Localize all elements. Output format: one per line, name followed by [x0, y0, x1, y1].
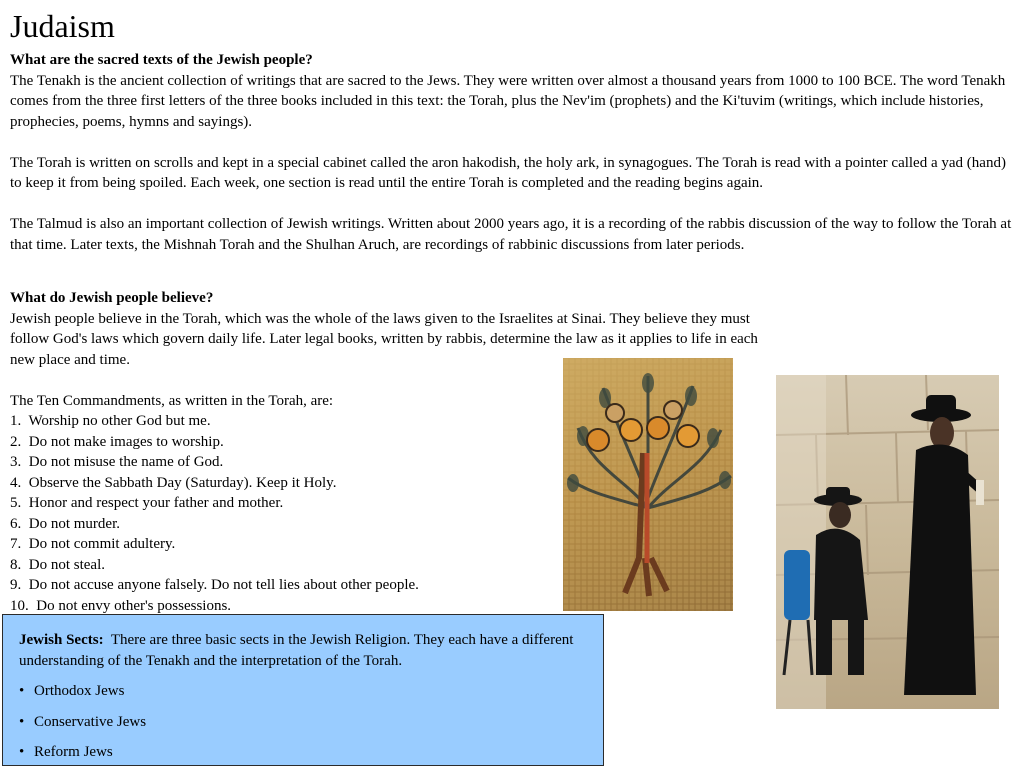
talmud-paragraph: The Talmud is also an important collection of Jewish writings. Written about 2000 years ago, it is a recording of the rabbis discussion of the way to follow the Torah at that time. Later texts, the Mishnah Torah and the Shulhan Aruch, are recordings of rabbinic discussions from later periods.: [10, 216, 1012, 253]
commandment-item: 7. Do not commit adultery.: [10, 536, 176, 552]
sects-text: There are three basic sects in the Jewish Religion. They each have a different understanding of the Tenakh and the interpretation of the Torah.: [19, 632, 574, 669]
commandments-intro: The Ten Commandments, as written in the Torah, are:: [10, 392, 334, 409]
sects-list: [19, 681, 593, 763]
beliefs-heading: What do Jewish people believe?: [10, 290, 214, 306]
commandment-item: 8. Do not steal.: [10, 556, 105, 573]
commandment-item: 2. Do not make images to worship.: [10, 433, 224, 450]
torah-paragraph: The Torah is written on scrolls and kept in a special cabinet called the aron hakodish, the holy ark, in synagogues. The Torah is read with a pointer called a yad (hand) to keep it from being spoiled. Each week, one section is read until the entire Torah is completed and the reading begins again.: [10, 154, 1006, 191]
western-wall-drawing: [776, 375, 999, 709]
sect-item-label: Conservative Jews: [34, 713, 147, 730]
bullet-icon: •: [19, 744, 25, 760]
jewish-sects-box: [2, 614, 604, 766]
commandment-item: 5. Honor and respect your father and mother.: [10, 495, 284, 511]
bullet-icon: •: [19, 683, 25, 699]
sacred-texts-section: [10, 50, 1016, 255]
tenakh-paragraph: The Tenakh is the ancient collection of writings that are sacred to the Jews. They were written over almost a thousand years from 1000 to 100 BCE. The word Tenakh comes from the three first letters of the three books included in this text: the Torah, plus the Nev'im (prophets) and the Ki'tuvim (writings, which include histories, prophecies, poems, hymns and sayings).: [10, 72, 1006, 130]
page-title: Judaism: [10, 8, 115, 44]
sects-label: Jewish Sects:: [19, 632, 104, 648]
commandment-item: 3. Do not misuse the name of God.: [10, 454, 224, 470]
sect-item-label: Reform Jews: [34, 744, 113, 760]
western-wall-prayer-photo: [776, 375, 999, 709]
commandment-item: 6. Do not murder.: [10, 515, 120, 532]
commandment-item: 4. Observe the Sabbath Day (Saturday). Keep it Holy.: [10, 474, 337, 491]
commandment-item: 1. Worship no other God but me.: [10, 413, 211, 429]
tree-mosaic-image: [563, 358, 733, 611]
sacred-texts-heading: What are the sacred texts of the Jewish people?: [10, 52, 313, 68]
bullet-icon: •: [19, 713, 25, 730]
tree-mosaic-drawing: [563, 358, 733, 611]
sect-item: [19, 681, 593, 702]
commandment-item: 10. Do not envy other's possessions.: [10, 597, 232, 614]
commandment-item: 9. Do not accuse anyone falsely. Do not tell lies about other people.: [10, 577, 419, 593]
beliefs-paragraph: Jewish people believe in the Torah, which was the whole of the laws given to the Israelites at Sinai. They believe they must follow God's laws which govern daily life. Later legal books, written by rabbis, determine the law as it applies to life in each new place and time.: [10, 310, 758, 368]
sect-item: [19, 742, 593, 763]
sect-item-label: Orthodox Jews: [34, 683, 125, 699]
sects-intro: [19, 630, 593, 671]
sect-item: [19, 712, 593, 733]
